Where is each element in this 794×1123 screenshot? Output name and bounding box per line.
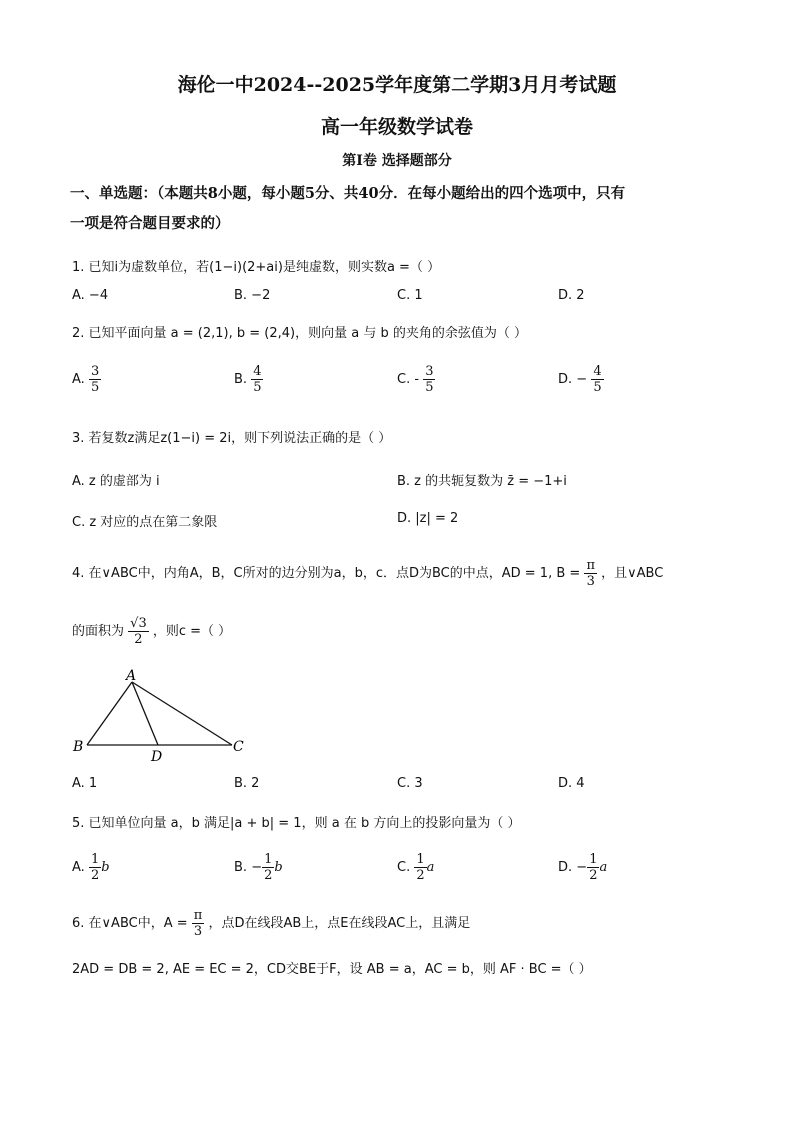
question-4-option-b: B. 2 — [234, 776, 260, 791]
question-3-stem: 3. 若复数z满足z(1−i) = 2i，则下列说法正确的是（ ） — [72, 431, 392, 446]
question-4-option-a: A. 1 — [72, 776, 98, 791]
section-title: 第Ⅰ卷 选择题部分 — [342, 153, 452, 169]
question-5-option-a: A. $\frac{1}{2}$ b — [72, 852, 110, 883]
question-5-option-c: C. $\frac{1}{2}$ a — [397, 852, 435, 883]
question-1-option-b: B. −2 — [234, 288, 271, 303]
side-ac — [132, 682, 232, 745]
vertex-c-label: C — [233, 739, 244, 755]
question-4-stem-line1: 4. 在∨ABC中，内角A，B，C所对的边分别为a，b，c．点D为BC的中点，AD = 1, B = $\frac{\pi}{3}$ ，且∨ABC — [72, 558, 664, 589]
vertex-b-label: B — [73, 739, 84, 755]
exam-subtitle: 高一年级数学试卷 — [320, 116, 473, 138]
question-2-option-b: B. $\frac{4}{5}$ — [234, 364, 262, 395]
question-4-stem-line2: 的面积为 $\frac{√3}{2}$ ，则c =（ ） — [72, 616, 232, 647]
question-1-stem: 1. 已知i为虚数单位，若(1−i)(2+ai)是纯虚数，则实数a =（ ） — [72, 260, 441, 275]
question-4-option-d: D. 4 — [558, 776, 585, 791]
part-heading-line2: 一项是符合题目要求的） — [70, 215, 230, 232]
part-heading-line1: 一、单选题：（本题共8小题，每小题5分、共40分．在每小题给出的四个选项中，只有 — [70, 185, 626, 202]
question-3-option-a: A. z 的虚部为 i — [72, 474, 160, 489]
question-3-option-b: B. z 的共轭复数为 z̄ = −1+i — [397, 474, 567, 489]
question-1-option-d: D. 2 — [558, 288, 585, 303]
question-5-stem: 5. 已知单位向量 a，b 满足|a + b| = 1，则 a 在 b 方向上的投影向量为（ ） — [72, 816, 521, 831]
question-2-option-a: A. $\frac{3}{5}$ — [72, 364, 100, 395]
question-6-stem-line2: 2AD = DB = 2, AE = EC = 2，CD交BE于F，设 AB = a，AC = b，则 AF · BC =（ ） — [72, 962, 592, 977]
question-5-option-d: D. − $\frac{1}{2}$ a — [558, 852, 608, 883]
median-ad — [132, 682, 158, 745]
question-2-stem: 2. 已知平面向量 a = (2,1), b = (2,4)，则向量 a 与 b 的夹角的余弦值为（ ） — [72, 326, 527, 341]
question-2-option-c: C. - $\frac{3}{5}$ — [397, 364, 434, 395]
question-4-option-c: C. 3 — [397, 776, 423, 791]
question-5-option-b: B. − $\frac{1}{2}$ b — [234, 852, 283, 883]
point-d-label: D — [151, 749, 163, 765]
question-1-option-a: A. −4 — [72, 288, 109, 303]
question-3-option-c: C. z 对应的点在第二象限 — [72, 515, 218, 530]
question-3-option-d: D. |z| = 2 — [397, 511, 459, 526]
question-2-option-d: D. − $\frac{4}{5}$ — [558, 364, 602, 395]
vertex-a-label: A — [126, 668, 137, 684]
question-6-stem-line1: 6. 在∨ABC中，A = $\frac{\pi}{3}$ ，点D在线段AB上，点E在线段AC上，且满足 — [72, 908, 471, 939]
exam-title: 海伦一中2024--2025学年度第二学期3月月考试题 — [177, 74, 617, 96]
triangle-figure — [60, 665, 260, 765]
question-1-option-c: C. 1 — [397, 288, 423, 303]
side-ab — [87, 682, 132, 745]
